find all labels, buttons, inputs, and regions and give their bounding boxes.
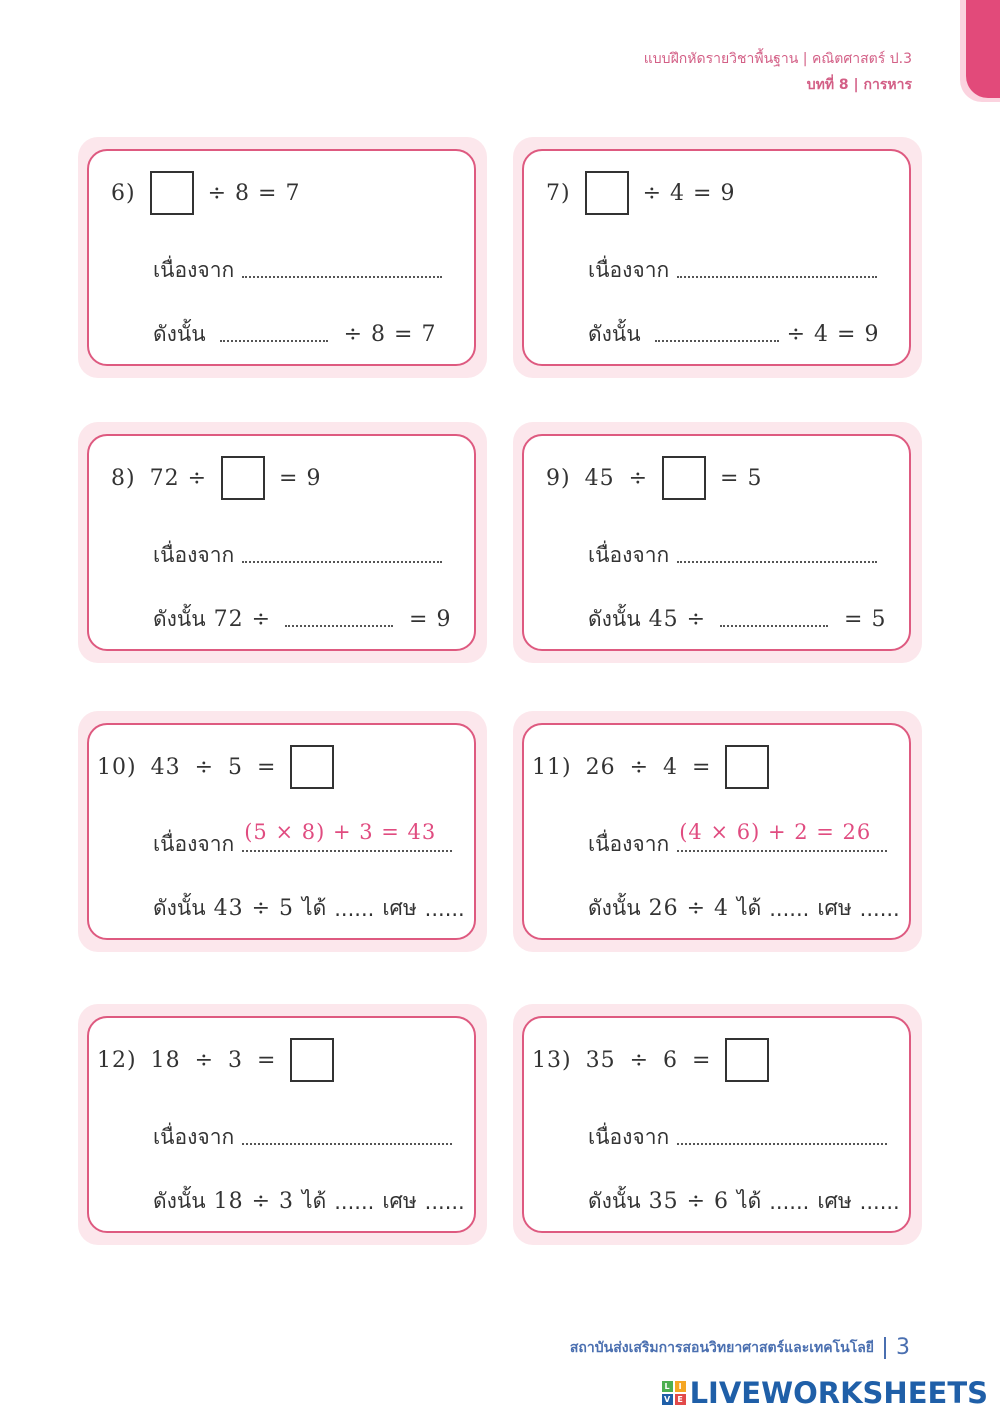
operand-b: 5 [279,896,295,921]
operand-a: 18 [213,1189,244,1214]
liveworksheets-logo-icon [662,1381,686,1405]
operand-a: 72 [149,465,180,491]
equals: = [394,322,414,347]
answer-box[interactable] [221,456,265,500]
answer-box[interactable] [290,1038,334,1082]
operator: ÷ [686,1189,707,1214]
logo-letter-v: V [662,1394,673,1405]
because-label: เนื่องจาก [588,543,670,567]
because-label: เนื่องจาก [153,1125,235,1149]
operand-b: 3 [279,1189,295,1214]
corner-tab-decoration [966,0,1000,98]
remainder-answer-line[interactable]: ...... [424,1189,465,1214]
problem-card-7 [513,137,922,378]
because-answer-line[interactable] [677,1127,887,1145]
operator: ÷ [629,1047,650,1073]
result: 9 [864,322,880,347]
page-header [644,48,912,96]
operand-b: 6 [714,1189,730,1214]
problem-card-6 [78,137,487,378]
therefore-answer-line[interactable] [655,324,779,342]
liveworksheets-brand [662,1376,988,1410]
operand-b: 8 [371,322,387,347]
operand-a: 35 [585,1047,616,1073]
operand-b: 4 [814,322,830,347]
result: 9 [436,607,452,632]
hint-equation: (4 × 6) + 2 = 26 [679,819,872,844]
problem-number: 11) [532,754,572,780]
page-number: 3 [896,1335,910,1360]
operator: ÷ [194,1047,215,1073]
therefore-label: ดังนั้น [153,607,206,631]
because-label: เนื่องจาก [588,1125,670,1149]
quotient-answer-line[interactable]: ...... [334,896,375,921]
equals: = [692,754,712,780]
result: 9 [720,180,736,206]
operator: ÷ [686,607,707,632]
get-label: ได้ [737,1189,762,1213]
operator: ÷ [629,754,650,780]
because-answer-line[interactable] [242,819,452,852]
equals: = [257,754,277,780]
problem-number: 9) [546,465,571,491]
equals: = [837,322,857,347]
therefore-label: ดังนั้น [153,322,206,346]
quotient-answer-line[interactable]: ...... [769,896,810,921]
because-answer-line[interactable] [242,260,442,278]
answer-box[interactable] [290,745,334,789]
because-label: เนื่องจาก [153,832,235,856]
result: 9 [306,465,322,491]
equals: = [844,607,864,632]
answer-box[interactable] [662,456,706,500]
operator: ÷ [343,322,364,347]
because-label: เนื่องจาก [153,543,235,567]
operand-a: 45 [584,465,615,491]
result: 5 [871,607,887,632]
logo-letter-e: E [675,1394,686,1405]
operand-a: 18 [150,1047,181,1073]
footer-divider [884,1337,886,1359]
problem-card-10 [78,711,487,952]
equals: = [720,465,740,491]
problem-number: 8) [111,465,136,491]
brand-name: LIVEWORKSHEETS [689,1376,988,1410]
equals: = [409,607,429,632]
operand-b: 4 [670,180,686,206]
operand-a: 26 [585,754,616,780]
answer-box[interactable] [725,1038,769,1082]
header-subject: แบบฝึกหัดรายวิชาพื้นฐาน | คณิตศาสตร์ ป.3 [643,51,912,67]
therefore-label: ดังนั้น [588,896,641,920]
page-footer [570,1335,910,1360]
remainder-answer-line[interactable]: ...... [859,896,900,921]
problem-number: 7) [546,180,571,206]
answer-box[interactable] [585,171,629,215]
operand-b: 6 [663,1047,679,1073]
because-label: เนื่องจาก [588,832,670,856]
equals: = [692,1047,712,1073]
because-label: เนื่องจาก [153,258,235,282]
therefore-label: ดังนั้น [153,896,206,920]
problem-card-11 [513,711,922,952]
get-label: ได้ [737,896,762,920]
because-answer-line[interactable] [677,260,877,278]
problem-number: 13) [532,1047,572,1073]
operand-a: 43 [213,896,244,921]
therefore-label: ดังนั้น [588,1189,641,1213]
operator: ÷ [251,896,272,921]
because-answer-line[interactable] [677,545,877,563]
remainder-label: เศษ [382,896,417,920]
problem-card-9 [513,422,922,663]
equals: = [693,180,713,206]
therefore-label: ดังนั้น [153,1189,206,1213]
therefore-answer-line[interactable] [285,609,393,627]
quotient-answer-line[interactable]: ...... [334,1189,375,1214]
operand-a: 43 [150,754,181,780]
equals: = [258,180,278,206]
operator: ÷ [251,1189,272,1214]
because-answer-line[interactable] [677,819,887,852]
operand-b: 4 [663,754,679,780]
problem-number: 10) [97,754,137,780]
operand-a: 35 [648,1189,679,1214]
because-answer-line[interactable] [242,545,442,563]
quotient-answer-line[interactable]: ...... [769,1189,810,1214]
result: 7 [285,180,301,206]
hint-equation: (5 × 8) + 3 = 43 [244,819,437,844]
equals: = [257,1047,277,1073]
answer-box[interactable] [725,745,769,789]
operator: ÷ [194,754,215,780]
result: 7 [421,322,437,347]
because-answer-line[interactable] [242,1127,452,1145]
get-label: ได้ [302,1189,327,1213]
operator: ÷ [207,180,228,206]
footer-institution: สถาบันส่งเสริมการสอนวิทยาศาสตร์และเทคโนโลยี [569,1339,874,1356]
operand-a: 26 [648,896,679,921]
get-label: ได้ [302,896,327,920]
equals: = [279,465,299,491]
operator: ÷ [686,896,707,921]
problem-card-13 [513,1004,922,1245]
because-label: เนื่องจาก [588,258,670,282]
therefore-answer-line[interactable] [220,324,328,342]
operator: ÷ [187,465,208,491]
problem-number: 12) [97,1047,137,1073]
operand-b: 5 [228,754,244,780]
operand-b: 8 [235,180,251,206]
remainder-label: เศษ [382,1189,417,1213]
logo-letter-i: I [675,1381,686,1392]
operator: ÷ [628,465,649,491]
remainder-answer-line[interactable]: ...... [859,1189,900,1214]
operand-a: 45 [648,607,679,632]
operator: ÷ [642,180,663,206]
operator: ÷ [251,607,272,632]
logo-letter-l: L [662,1381,673,1392]
remainder-label: เศษ [817,896,852,920]
operand-b: 3 [228,1047,244,1073]
operand-a: 72 [213,607,244,632]
remainder-answer-line[interactable]: ...... [424,896,465,921]
header-chapter: บทที่ 8 | การหาร [806,77,912,93]
operand-b: 4 [714,896,730,921]
result: 5 [747,465,763,491]
therefore-label: ดังนั้น [588,607,641,631]
problem-card-12 [78,1004,487,1245]
therefore-label: ดังนั้น [588,322,641,346]
remainder-label: เศษ [817,1189,852,1213]
answer-box[interactable] [150,171,194,215]
problem-card-8 [78,422,487,663]
problem-number: 6) [111,180,136,206]
therefore-answer-line[interactable] [720,609,828,627]
operator: ÷ [786,322,807,347]
